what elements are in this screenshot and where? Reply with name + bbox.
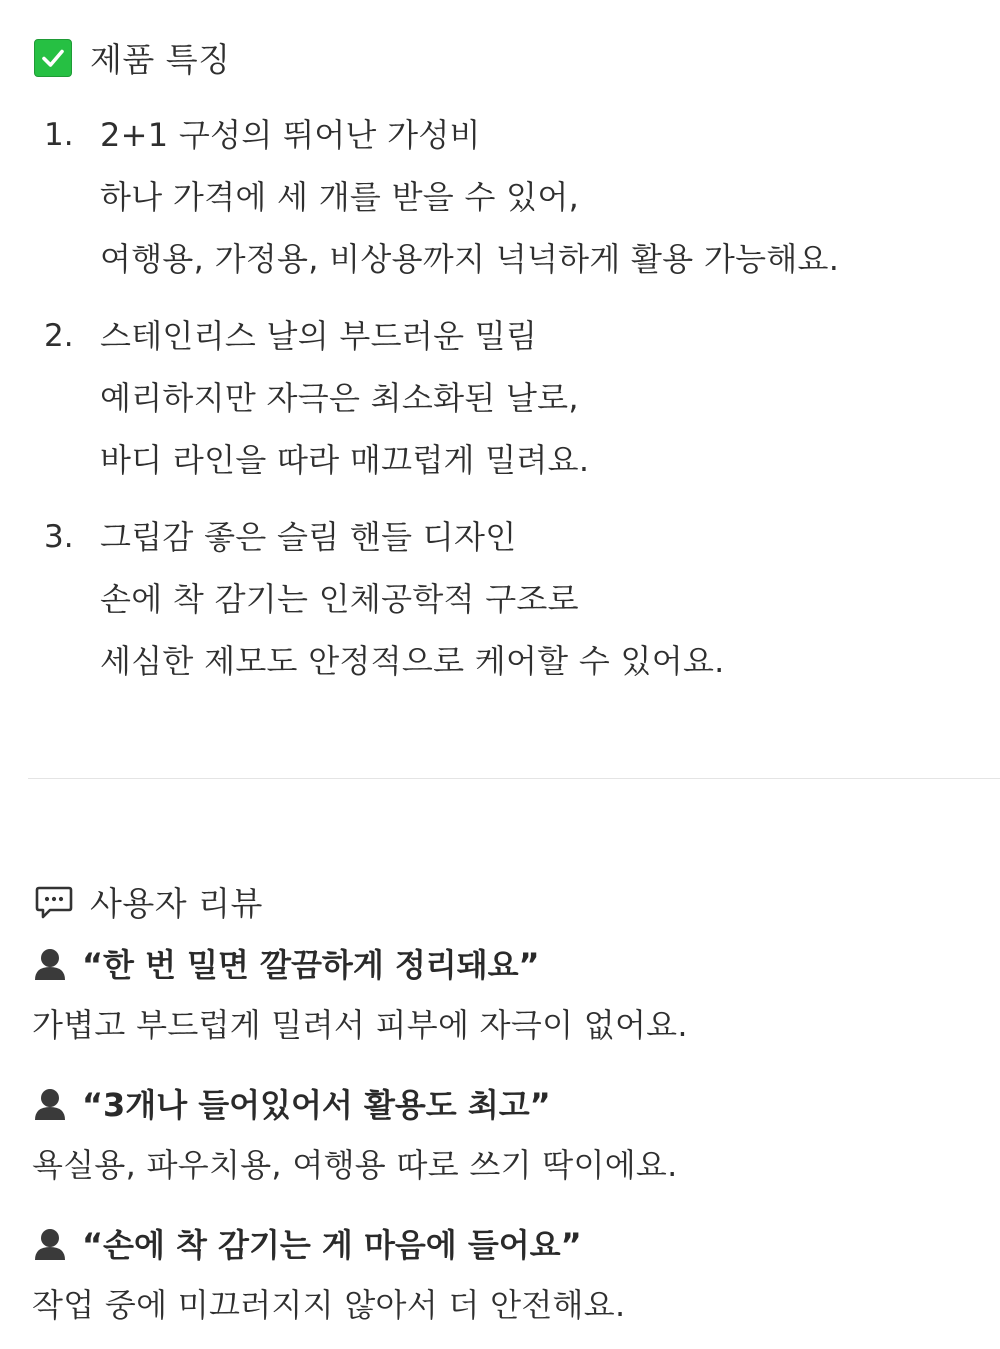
review-body: 가볍고 부드럽게 밀려서 피부에 자극이 없어요.	[32, 1006, 688, 1044]
review-quote	[32, 940, 540, 986]
reviews-heading	[34, 878, 263, 925]
review-quote-text: “한 번 밀면 깔끔하게 정리돼요”	[82, 946, 540, 984]
reviews-title: 사용자 리뷰	[90, 884, 263, 923]
review-quote	[32, 1080, 551, 1126]
speech-bubble-icon	[34, 882, 74, 922]
feature-item-1	[44, 104, 984, 290]
feature-description-line: 손에 착 감기는 인체공학적 구조로	[100, 580, 579, 618]
review-quote-text: “3개나 들어있어서 활용도 최고”	[82, 1086, 551, 1124]
review-quote	[32, 1220, 582, 1266]
features-title: 제품 특징	[90, 40, 231, 79]
feature-number: 3.	[44, 519, 74, 555]
person-icon	[32, 945, 68, 981]
review-body: 작업 중에 미끄러지지 않아서 더 안전해요.	[32, 1286, 626, 1324]
feature-title: 스테인리스 날의 부드러운 밀림	[100, 317, 538, 355]
feature-description-line: 하나 가격에 세 개를 받을 수 있어,	[100, 178, 580, 216]
section-divider	[28, 778, 1000, 779]
feature-number: 2.	[44, 318, 74, 354]
feature-title: 그립감 좋은 슬림 핸들 디자인	[100, 518, 517, 556]
feature-item-2	[44, 305, 984, 491]
feature-title: 2+1 구성의 뛰어난 가성비	[100, 116, 481, 154]
feature-item-3	[44, 506, 984, 692]
feature-description-line: 세심한 제모도 안정적으로 케어할 수 있어요.	[100, 642, 725, 680]
person-icon	[32, 1085, 68, 1121]
feature-number: 1.	[44, 117, 74, 153]
check-box-icon	[34, 39, 72, 77]
feature-description-line: 여행용, 가정용, 비상용까지 넉넉하게 활용 가능해요.	[100, 240, 840, 278]
review-quote-text: “손에 착 감기는 게 마음에 들어요”	[82, 1226, 582, 1264]
feature-description-line: 바디 라인을 따라 매끄럽게 밀려요.	[100, 441, 590, 479]
feature-description-line: 예리하지만 자극은 최소화된 날로,	[100, 379, 579, 417]
review-body: 욕실용, 파우치용, 여행용 따로 쓰기 딱이에요.	[32, 1146, 678, 1184]
features-heading	[34, 34, 231, 81]
person-icon	[32, 1225, 68, 1261]
